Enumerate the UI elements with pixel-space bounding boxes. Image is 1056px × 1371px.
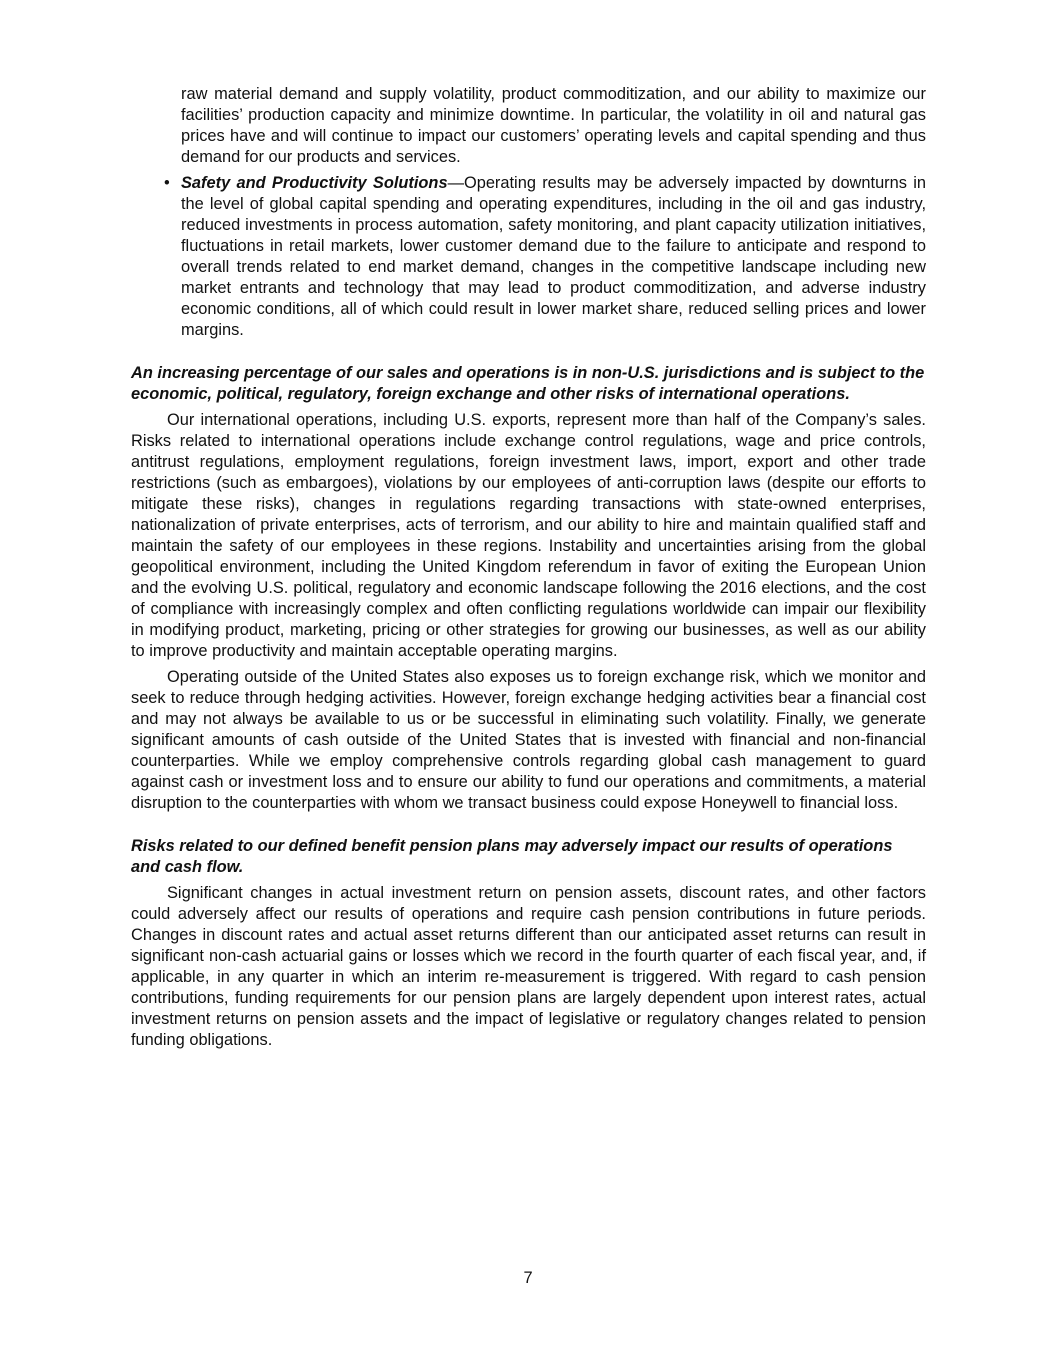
section-paragraph: Our international operations, including U.S. exports, represent more than half of the Company’s sales. Risks related to international operations include exchange control regulations, wage and price controls, antitrust regulations, employment regulations, foreign investment laws, import, export and other trade restrictions (such as embargoes), violations by our employees of anti-corruption laws (despite our efforts to mitigate these risks), changes in regulations regarding transactions with state-owned enterprises, nationalization of private enterprises, acts of terrorism, and our ability to hire and maintain qualified staff and maintain the safety of our employees in these regions. Instability and uncertainties arising from the global geopolitical environment, including the United Kingdom referendum in favor of exiting the European Union and the evolving U.S. political, regulatory and economic landscape following the 2016 elections, and the cost of compliance with increasingly complex and often conflicting regulations worldwide can impair our flexibility in modifying product, marketing, pricing or other strategies for growing our businesses, as well as our ability to improve productivity and maintain acceptable operating margins.: [131, 411, 926, 660]
page-body: [131, 84, 926, 1051]
bullet-marker: •: [164, 174, 170, 192]
page-number: 7: [523, 1269, 533, 1287]
bullet-title: Safety and Productivity Solutions: [181, 174, 448, 192]
section-international-operations: [131, 363, 926, 814]
bullet-item-safety-productivity: [164, 173, 926, 341]
section-heading: An increasing percentage of our sales and operations is in non-U.S. jurisdictions and is subject to the economic, political, regulatory, foreign exchange and other risks of international operations.: [131, 364, 925, 403]
section-pension-plans: [131, 836, 926, 1051]
section-paragraph: Significant changes in actual investment return on pension assets, discount rates, and other factors could adversely affect our results of operations and require cash pension contributions in future periods. Changes in discount rates and actual asset returns different than our anticipated asset returns can result in significant non-cash actuarial gains or losses which we record in the fourth quarter of each fiscal year, and, if applicable, in any quarter in which an interim re-measurement is triggered. With regard to cash pension contributions, funding requirements for our pension plans are largely dependent upon interest rates, actual investment returns on pension assets and the impact of legislative or regulatory changes related to pension funding obligations.: [131, 884, 926, 1049]
bullet-dash: —: [447, 174, 464, 192]
bullet-text: Operating results may be adversely impacted by downturns in the level of global capital spending and operating expenditures, including in the oil and gas industry, reduced investments in process automation, safety monitoring, and plant capacity utilization initiatives, fluctuations in retail markets, lower customer demand due to the failure to anticipate and respond to overall trends related to end market demand, changes in the competitive landscape including new market entrants and technology that may lead to product commoditization, and adverse industry economic conditions, all of which could result in lower market share, reduced selling prices and lower margins.: [181, 174, 926, 339]
section-paragraph: Operating outside of the United States also exposes us to foreign exchange risk, which we monitor and seek to reduce through hedging activities. However, foreign exchange hedging activities bear a financial cost and may not always be available to us or be successful in eliminating such volatility. Finally, we generate significant amounts of cash outside of the United States that is invested with financial and non-financial counterparties. While we employ comprehensive controls regarding global cash management to guard against cash or investment loss and to ensure our ability to fund our operations and commitments, a material disruption to the counterparties with whom we transact business could expose Honeywell to financial loss.: [131, 668, 926, 812]
section-heading: Risks related to our defined benefit pension plans may adversely impact our results of operations and cash flow.: [131, 837, 893, 876]
continuation-paragraph: raw material demand and supply volatility, product commoditization, and our ability to maximize our facilities’ production capacity and minimize downtime. In particular, the volatility in oil and natural gas prices have and will continue to impact our customers’ operating levels and capital spending and thus demand for our products and services.: [181, 85, 926, 166]
